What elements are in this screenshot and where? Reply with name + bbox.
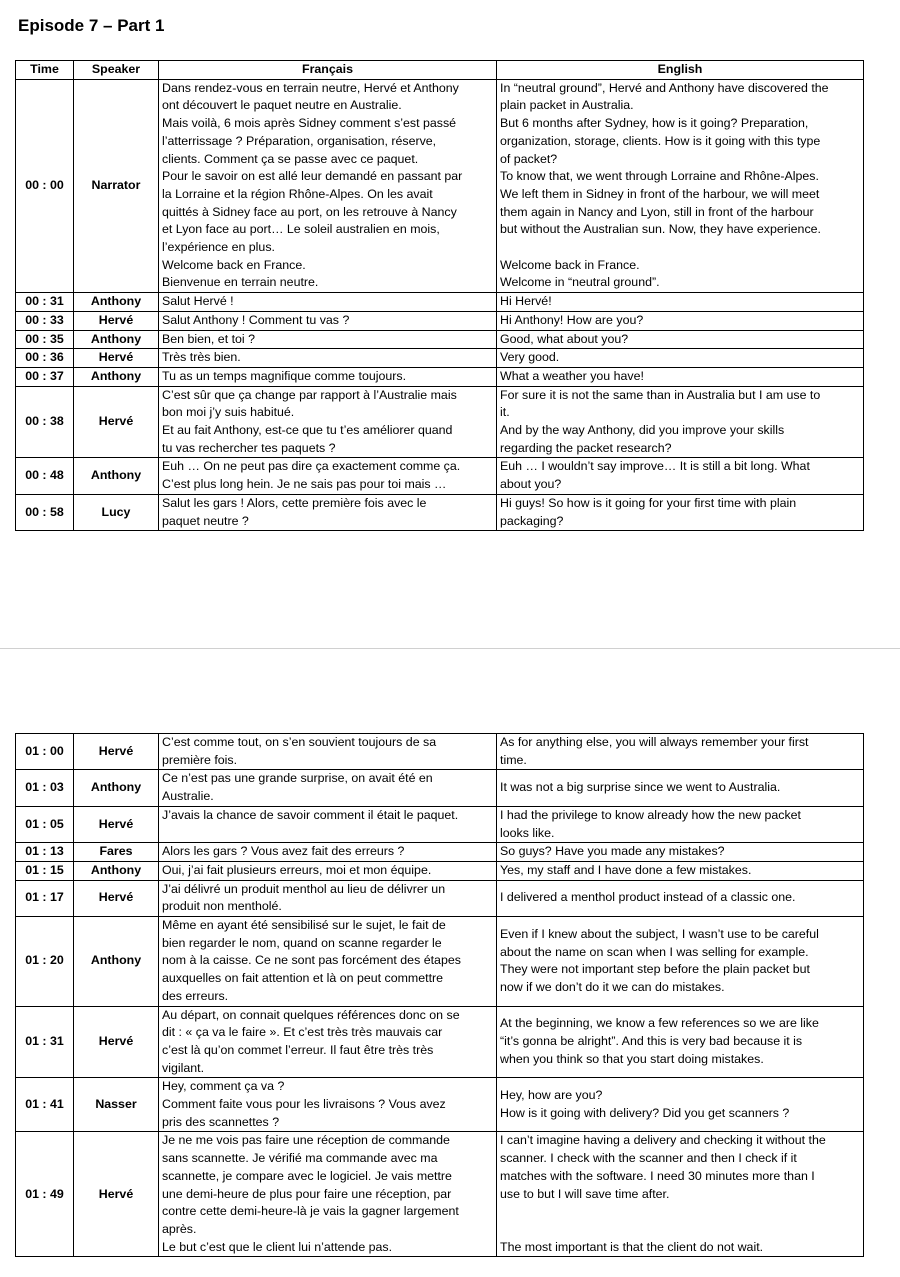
row-time: 00 : 36: [16, 349, 74, 368]
row-speaker: Hervé: [74, 349, 159, 368]
table-row: [16, 293, 864, 312]
table-row: [16, 861, 864, 880]
transcript-body-part2: [16, 734, 864, 1257]
table-row: [16, 806, 864, 842]
row-time: 00 : 37: [16, 367, 74, 386]
table-row: [16, 311, 864, 330]
text-line: now if we don’t do it we can do mistakes.: [500, 979, 725, 994]
row-french-text: [159, 386, 497, 458]
text-line: une demi-heure de plus pour faire une réception, par: [162, 1186, 452, 1201]
text-line: Welcome back en France.: [162, 257, 306, 272]
row-speaker: Fares: [74, 843, 159, 862]
text-line: ont découvert le paquet neutre en Australie.: [162, 98, 402, 113]
text-line: Comment faite vous pour les livraisons ? Vous avez: [162, 1097, 446, 1112]
row-french-text: [159, 880, 497, 916]
text-line: Ben bien, et toi ?: [162, 331, 255, 346]
text-line: Good, what about you?: [500, 331, 629, 346]
row-french-text: [159, 1132, 497, 1257]
table-row: [16, 386, 864, 458]
text-line: To know that, we went through Lorraine and Rhône-Alpes.: [500, 169, 819, 184]
row-speaker: Nasser: [74, 1078, 159, 1132]
text-line: Australie.: [162, 789, 214, 804]
text-line: clients. Comment ça se passe avec ce paquet.: [162, 151, 419, 166]
row-english-text: [497, 1132, 864, 1257]
table-row: [16, 880, 864, 916]
row-french-text: [159, 861, 497, 880]
text-line: l’atterrissage ? Préparation, organisation, réserve,: [162, 133, 437, 148]
text-line: [500, 1203, 860, 1221]
text-line: Hi guys! So how is it going for your first time with plain: [500, 495, 797, 510]
row-speaker: Narrator: [74, 79, 159, 292]
text-line: après.: [162, 1221, 197, 1236]
row-time: 01 : 20: [16, 917, 74, 1007]
text-line: scanner. I check with the scanner and then I check if it: [500, 1151, 797, 1166]
text-line: Hi Hervé!: [500, 294, 552, 309]
text-line: but without the Australian sun. Now, they have experience.: [500, 222, 821, 237]
row-time: 01 : 49: [16, 1132, 74, 1257]
text-line: “it’s gonna be alright”. And this is very bad because it is: [500, 1034, 803, 1049]
row-speaker: Anthony: [74, 330, 159, 349]
text-line: auxquelles on fait attention et là on peut commettre: [162, 971, 444, 986]
text-line: Salut Anthony ! Comment tu vas ?: [162, 312, 350, 327]
page-title: Episode 7 – Part 1: [18, 16, 165, 35]
row-english-text: [497, 806, 864, 842]
transcript-table-part1: [15, 60, 864, 531]
table-row: [16, 734, 864, 770]
text-line: dit : « ça va le faire ». Et c’est très très mauvais car: [162, 1025, 443, 1040]
row-time: 01 : 13: [16, 843, 74, 862]
text-line: I delivered a menthol product instead of a classic one.: [500, 890, 796, 905]
text-line: Tu as un temps magnifique comme toujours.: [162, 368, 407, 383]
text-line: et Lyon face au port… Le soleil australien en mois,: [162, 222, 440, 237]
text-line: l’expérience en plus.: [162, 240, 275, 255]
row-speaker: Hervé: [74, 1132, 159, 1257]
text-line: I can’t imagine having a delivery and checking it without the: [500, 1133, 826, 1148]
text-line: Yes, my staff and I have done a few mistakes.: [500, 862, 752, 877]
text-line: vigilant.: [162, 1060, 205, 1075]
text-line: bien regarder le nom, quand on scanne regarder le: [162, 935, 442, 950]
row-speaker: Anthony: [74, 367, 159, 386]
row-speaker: Hervé: [74, 806, 159, 842]
header-speaker: Speaker: [74, 61, 159, 80]
row-english-text: [497, 1006, 864, 1078]
text-line: Ce n’est pas une grande surprise, on avait été en: [162, 771, 433, 786]
row-english-text: [497, 293, 864, 312]
text-line: Au départ, on connait quelques références donc on se: [162, 1007, 460, 1022]
row-speaker: Anthony: [74, 861, 159, 880]
text-line: For sure it is not the same than in Australia but I am use to: [500, 387, 821, 402]
text-line: We left them in Sidney in front of the harbour, we will meet: [500, 186, 820, 201]
row-english-text: [497, 367, 864, 386]
row-time: 01 : 31: [16, 1006, 74, 1078]
text-line: scannette, je compare avec le logiciel. Je vais mettre: [162, 1168, 452, 1183]
row-english-text: [497, 861, 864, 880]
row-speaker: Hervé: [74, 734, 159, 770]
text-line: Welcome in “neutral ground”.: [500, 275, 660, 290]
text-line: première fois.: [162, 752, 238, 767]
row-french-text: [159, 734, 497, 770]
text-line: packaging?: [500, 513, 564, 528]
text-line: Bienvenue en terrain neutre.: [162, 275, 319, 290]
row-french-text: [159, 494, 497, 530]
text-line: Euh … I wouldn’t say improve… It is still a bit long. What: [500, 459, 810, 474]
row-english-text: [497, 458, 864, 494]
text-line: C’est plus long hein. Je ne sais pas pour toi mais …: [162, 477, 447, 492]
text-line: contre cette demi-heure-là je vais la gagner largement: [162, 1204, 459, 1219]
text-line: use to but I will save time after.: [500, 1186, 670, 1201]
text-line: Hi Anthony! How are you?: [500, 312, 644, 327]
table-row: [16, 917, 864, 1007]
text-line: paquet neutre ?: [162, 513, 249, 528]
row-french-text: [159, 806, 497, 842]
text-line: Welcome back in France.: [500, 257, 640, 272]
table-row: [16, 494, 864, 530]
header-english: English: [497, 61, 864, 80]
row-french-text: [159, 311, 497, 330]
text-line: [500, 1221, 860, 1239]
row-speaker: Anthony: [74, 770, 159, 806]
text-line: Hey, comment ça va ?: [162, 1079, 285, 1094]
text-line: matches with the software. I need 30 minutes more than I: [500, 1168, 815, 1183]
text-line: Très très bien.: [162, 350, 241, 365]
text-line: J’avais la chance de savoir comment il était le paquet.: [162, 807, 459, 822]
row-time: 01 : 05: [16, 806, 74, 842]
text-line: So guys? Have you made any mistakes?: [500, 844, 725, 859]
table-row: [16, 1132, 864, 1257]
row-speaker: Lucy: [74, 494, 159, 530]
text-line: And by the way Anthony, did you improve your skills: [500, 423, 785, 438]
row-speaker: Anthony: [74, 293, 159, 312]
row-french-text: [159, 367, 497, 386]
text-line: la Lorraine et la région Rhône-Alpes. On les avait: [162, 186, 433, 201]
row-time: 00 : 35: [16, 330, 74, 349]
text-line: Et au fait Anthony, est-ce que tu t’es améliorer quand: [162, 423, 453, 438]
row-time: 01 : 17: [16, 880, 74, 916]
text-line: c’est là qu’on commet l’erreur. Il faut être très très: [162, 1042, 434, 1057]
row-french-text: [159, 458, 497, 494]
text-line: quittés à Sidney face au port, on les retrouve à Nancy: [162, 204, 457, 219]
text-line: bon moi j’y suis habitué.: [162, 405, 295, 420]
text-line: Pour le savoir on est allé leur demandé en passant par: [162, 169, 463, 184]
row-english-text: [497, 494, 864, 530]
text-line: The most important is that the client do not wait.: [500, 1239, 764, 1254]
text-line: Hey, how are you?: [500, 1088, 603, 1103]
table-row: [16, 79, 864, 292]
row-english-text: [497, 349, 864, 368]
row-speaker: Anthony: [74, 917, 159, 1007]
row-english-text: [497, 386, 864, 458]
row-time: 01 : 03: [16, 770, 74, 806]
header-time: Time: [16, 61, 74, 80]
row-speaker: Hervé: [74, 386, 159, 458]
row-french-text: [159, 349, 497, 368]
row-english-text: [497, 734, 864, 770]
header-french: Français: [159, 61, 497, 80]
text-line: des erreurs.: [162, 988, 229, 1003]
table-row: [16, 1078, 864, 1132]
text-line: looks like.: [500, 825, 555, 840]
row-speaker: Hervé: [74, 880, 159, 916]
row-speaker: Anthony: [74, 458, 159, 494]
text-line: C’est sûr que ça change par rapport à l’Australie mais: [162, 387, 457, 402]
text-line: Euh … On ne peut pas dire ça exactement comme ça.: [162, 459, 461, 474]
text-line: plain packet in Australia.: [500, 98, 634, 113]
row-time: 01 : 00: [16, 734, 74, 770]
text-line: How is it going with delivery? Did you get scanners ?: [500, 1105, 790, 1120]
row-time: 00 : 58: [16, 494, 74, 530]
row-french-text: [159, 293, 497, 312]
text-line: Oui, j’ai fait plusieurs erreurs, moi et mon équipe.: [162, 862, 432, 877]
row-time: 00 : 00: [16, 79, 74, 292]
table-row: [16, 770, 864, 806]
table-row: [16, 330, 864, 349]
text-line: At the beginning, we know a few references so we are like: [500, 1016, 819, 1031]
row-time: 01 : 41: [16, 1078, 74, 1132]
text-line: Je ne me vois pas faire une réception de commande: [162, 1133, 450, 1148]
text-line: them again in Nancy and Lyon, still in front of the harbour: [500, 204, 814, 219]
row-french-text: [159, 1006, 497, 1078]
text-line: Le but c’est que le client lui n’attende pas.: [162, 1239, 393, 1254]
text-line: Very good.: [500, 350, 560, 365]
row-english-text: [497, 770, 864, 806]
text-line: tu vas rechercher tes paquets ?: [162, 440, 336, 455]
row-english-text: [497, 311, 864, 330]
row-time: 00 : 31: [16, 293, 74, 312]
text-line: Even if I knew about the subject, I wasn’t use to be careful: [500, 926, 819, 941]
table-row: [16, 1006, 864, 1078]
text-line: But 6 months after Sydney, how is it going? Preparation,: [500, 116, 809, 131]
text-line: What a weather you have!: [500, 368, 644, 383]
text-line: about the name on scan when I was selling for example.: [500, 944, 809, 959]
row-time: 00 : 33: [16, 311, 74, 330]
text-line: C’est comme tout, on s’en souvient toujours de sa: [162, 735, 437, 749]
row-french-text: [159, 330, 497, 349]
text-line: regarding the packet research?: [500, 440, 672, 455]
text-line: of packet?: [500, 151, 558, 166]
text-line: Dans rendez-vous en terrain neutre, Hervé et Anthony: [162, 80, 459, 95]
row-time: 00 : 48: [16, 458, 74, 494]
row-speaker: Hervé: [74, 311, 159, 330]
text-line: It was not a big surprise since we went to Australia.: [500, 780, 781, 795]
transcript-body-part1: [16, 79, 864, 531]
text-line: Salut Hervé !: [162, 294, 234, 309]
table-row: [16, 458, 864, 494]
text-line: Alors les gars ? Vous avez fait des erreurs ?: [162, 844, 405, 859]
row-french-text: [159, 843, 497, 862]
text-line: about you?: [500, 477, 562, 492]
header-row: [16, 61, 864, 80]
table-row: [16, 349, 864, 368]
row-time: 01 : 15: [16, 861, 74, 880]
row-french-text: [159, 79, 497, 292]
text-line: pris des scannettes ?: [162, 1114, 280, 1129]
text-line: it.: [500, 405, 510, 420]
table-row: [16, 367, 864, 386]
text-line: produit non mentholé.: [162, 899, 282, 914]
text-line: They were not important step before the plain packet but: [500, 962, 810, 977]
text-line: In “neutral ground”, Hervé and Anthony have discovered the: [500, 80, 829, 95]
page-divider: [0, 648, 900, 649]
table-row: [16, 843, 864, 862]
text-line: when you think so that you start doing mistakes.: [500, 1051, 764, 1066]
row-english-text: [497, 1078, 864, 1132]
transcript-table-part2: [15, 733, 864, 1257]
row-english-text: [497, 843, 864, 862]
row-english-text: [497, 79, 864, 292]
text-line: sans scannette. Je vérifié ma commande avec ma: [162, 1151, 438, 1166]
row-speaker: Hervé: [74, 1006, 159, 1078]
text-line: organization, storage, clients. How is it going with this type: [500, 133, 821, 148]
text-line: Mais voilà, 6 mois après Sidney comment s’est passé: [162, 116, 457, 131]
text-line: J’ai délivré un produit menthol au lieu de délivrer un: [162, 881, 446, 896]
text-line: [500, 239, 860, 257]
text-line: Même en ayant été sensibilisé sur le sujet, le fait de: [162, 918, 446, 933]
text-line: Salut les gars ! Alors, cette première fois avec le: [162, 495, 427, 510]
row-english-text: [497, 917, 864, 1007]
row-time: 00 : 38: [16, 386, 74, 458]
text-line: time.: [500, 752, 527, 767]
row-french-text: [159, 770, 497, 806]
text-line: nom à la caisse. Ce ne sont pas forcément des étapes: [162, 953, 461, 968]
row-english-text: [497, 880, 864, 916]
row-french-text: [159, 1078, 497, 1132]
row-french-text: [159, 917, 497, 1007]
text-line: I had the privilege to know already how the new packet: [500, 807, 801, 822]
row-english-text: [497, 330, 864, 349]
text-line: As for anything else, you will always remember your first: [500, 735, 809, 749]
